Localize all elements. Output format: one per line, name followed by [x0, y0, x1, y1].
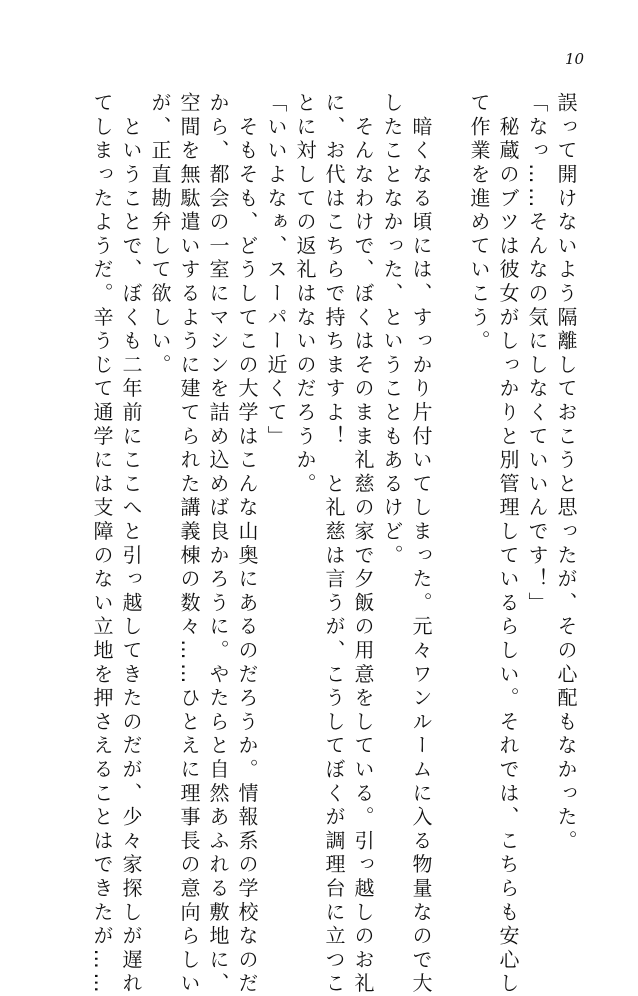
text-line: そんなわけで、ぼくはそのまま礼慈の家で夕飯の用意をしている。引っ越しのお礼 — [351, 92, 375, 996]
text-line: 「なっ……そんなの気にしなくていいんです！」 — [525, 92, 549, 616]
text-line: に、お代はこちらで持ちますよ！ と礼慈は言うが、こうしてぼくが調理台に立つこ — [322, 92, 346, 996]
text-line: が、正直勘弁して欲しい。 — [148, 92, 172, 378]
text-line: 秘蔵のブツは彼女がしっかりと別管理しているらしい。それでは、こちらも安心し — [496, 92, 520, 996]
text-line: 空間を無駄遣いするように建てられた講義棟の数々……ひとえに理事長の意向らしい — [177, 92, 201, 996]
text-line: 誤って開けないよう隔離しておこうと思ったが、その心配もなかった。 — [554, 92, 578, 854]
vertical-text-body — [62, 92, 580, 996]
text-line: てしまったようだ。辛うじて通学には支障のない立地を押さえることはできたが…… — [90, 92, 114, 996]
paragraph-gap — [435, 92, 464, 882]
text-line: ということで、ぼくも二年前にここへと引っ越してきたのだが、少々家探しが遅れ — [119, 92, 143, 996]
text-line: 暗くなる頃には、すっかり片付いてしまった。元々ワンルームに入る物量なので大 — [409, 92, 433, 996]
page-number: 10 — [565, 50, 585, 68]
text-line: から、都会の一室にマシンを詰め込めば良かろうに。やたらと自然あふれる敷地に、 — [206, 92, 230, 996]
text-line: とに対しての返礼はないのだろうか。 — [293, 92, 317, 497]
text-line: て作業を進めていこう。 — [467, 92, 491, 354]
text-line: そもそも、どうしてこの大学はこんな山奥にあるのだろうか。情報系の学校なのだ — [235, 92, 259, 996]
text-line: 「いいよなぁ、スーパー近くて」 — [264, 92, 288, 449]
text-line: したことなかった、ということもあるけど。 — [380, 92, 404, 568]
